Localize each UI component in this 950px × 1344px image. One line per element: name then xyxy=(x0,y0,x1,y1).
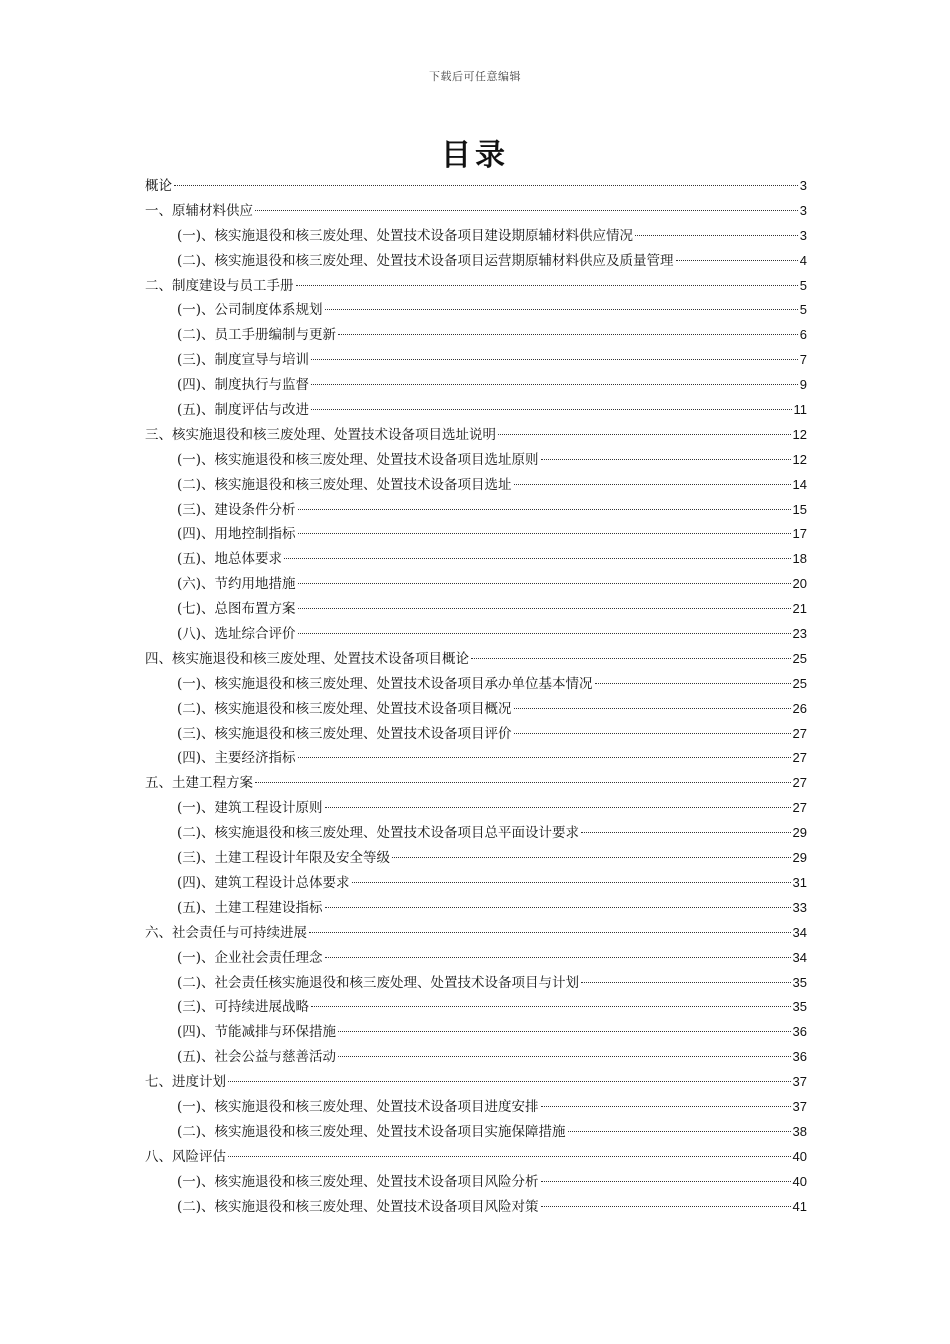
toc-entry-text: (二)、核实施退役和核三废处理、处置技术设备项目实施保障措施 xyxy=(177,1123,566,1140)
toc-entry-text: (四)、节能减排与环保措施 xyxy=(177,1024,337,1041)
toc-page-number: 18 xyxy=(792,551,807,567)
toc-page-number: 36 xyxy=(792,1049,807,1065)
toc-dot-leader xyxy=(581,982,790,983)
toc-page-number: 3 xyxy=(799,178,807,193)
toc-page-number: 17 xyxy=(792,526,807,542)
toc-entry-text: (四)、用地控制指标 xyxy=(177,526,296,543)
toc-entry-text: (四)、建筑工程设计总体要求 xyxy=(177,874,350,891)
toc-dot-leader xyxy=(298,509,791,510)
toc-page-number: 29 xyxy=(792,825,807,841)
toc-page-number: 27 xyxy=(792,800,807,816)
toc-entry[interactable] xyxy=(145,473,807,498)
toc-dot-leader xyxy=(338,1056,790,1057)
toc-entry[interactable] xyxy=(145,622,807,647)
toc-entry[interactable] xyxy=(145,871,807,896)
toc-entry-text: 八、风险评估 xyxy=(145,1148,226,1165)
toc-dot-leader xyxy=(309,932,791,933)
toc-entry[interactable] xyxy=(145,398,807,423)
toc-entry-text: (二)、社会责任核实施退役和核三废处理、处置技术设备项目与计划 xyxy=(177,974,580,991)
toc-dot-leader xyxy=(298,608,791,609)
toc-page-number: 7 xyxy=(799,352,807,368)
toc-page-number: 20 xyxy=(792,576,807,592)
toc-dot-leader xyxy=(284,558,790,559)
toc-entry-text: (二)、核实施退役和核三废处理、处置技术设备项目运营期原辅材料供应及质量管理 xyxy=(177,252,674,269)
toc-page-number: 27 xyxy=(792,775,807,791)
toc-entry-text: (二)、核实施退役和核三废处理、处置技术设备项目总平面设计要求 xyxy=(177,825,580,842)
toc-entry[interactable] xyxy=(145,995,807,1020)
toc-entry-text: 一、原辅材料供应 xyxy=(145,202,253,219)
toc-dot-leader xyxy=(311,384,798,385)
toc-dot-leader xyxy=(635,235,798,236)
toc-page-number: 33 xyxy=(792,899,807,915)
toc-entry[interactable] xyxy=(145,647,807,672)
toc-entry-text: (一)、建筑工程设计原则 xyxy=(177,800,323,817)
toc-entry-text: (八)、选址综合评价 xyxy=(177,626,296,643)
toc-dot-leader xyxy=(471,658,791,659)
toc-dot-leader xyxy=(325,807,791,808)
toc-dot-leader xyxy=(568,1131,791,1132)
toc-entry[interactable] xyxy=(145,921,807,946)
toc-entry[interactable] xyxy=(145,746,807,771)
toc-page-number: 5 xyxy=(799,302,807,318)
toc-dot-leader xyxy=(676,260,798,261)
toc-page-number: 25 xyxy=(792,675,807,691)
toc-entry[interactable] xyxy=(145,1195,807,1220)
toc-entry-text: (五)、社会公益与慈善活动 xyxy=(177,1049,337,1066)
toc-dot-leader xyxy=(298,633,791,634)
toc-entry[interactable] xyxy=(145,971,807,996)
toc-entry[interactable] xyxy=(145,672,807,697)
toc-entry[interactable] xyxy=(145,1170,807,1195)
toc-dot-leader xyxy=(325,907,791,908)
toc-entry-text: (五)、制度评估与改进 xyxy=(177,402,310,419)
toc-entry[interactable] xyxy=(145,522,807,547)
toc-dot-leader xyxy=(541,1206,791,1207)
toc-entry[interactable] xyxy=(145,199,807,224)
toc-entry-text: (一)、公司制度体系规划 xyxy=(177,302,323,319)
toc-entry[interactable] xyxy=(145,373,807,398)
toc-entry-text: (五)、土建工程建设指标 xyxy=(177,899,323,916)
toc-entry-text: 五、土建工程方案 xyxy=(145,775,253,792)
toc-entry-text: (二)、员工手册编制与更新 xyxy=(177,327,337,344)
toc-dot-leader xyxy=(541,1106,791,1107)
toc-entry-text: (二)、核实施退役和核三废处理、处置技术设备项目风险对策 xyxy=(177,1198,539,1215)
toc-page-number: 36 xyxy=(792,1024,807,1040)
toc-entry[interactable] xyxy=(145,1020,807,1045)
toc-page-number: 9 xyxy=(799,377,807,393)
toc-entry[interactable] xyxy=(145,174,807,199)
toc-dot-leader xyxy=(228,1081,791,1082)
toc-entry[interactable] xyxy=(145,597,807,622)
toc-entry[interactable] xyxy=(145,697,807,722)
toc-entry-text: (三)、可持续进展战略 xyxy=(177,999,310,1016)
toc-entry-text: (一)、核实施退役和核三废处理、处置技术设备项目选址原则 xyxy=(177,451,539,468)
toc-page-number: 12 xyxy=(792,451,807,467)
toc-entry[interactable] xyxy=(145,821,807,846)
toc-entry[interactable] xyxy=(145,448,807,473)
toc-page-number: 40 xyxy=(792,1173,807,1189)
toc-page-number: 25 xyxy=(792,650,807,666)
toc-entry[interactable] xyxy=(145,274,807,299)
toc-page-number: 14 xyxy=(792,476,807,492)
toc-entry-text: (二)、核实施退役和核三废处理、处置技术设备项目概况 xyxy=(177,700,512,717)
toc-dot-leader xyxy=(514,733,791,734)
toc-dot-leader xyxy=(298,583,791,584)
toc-dot-leader xyxy=(298,533,791,534)
toc-entry-text: (二)、核实施退役和核三废处理、处置技术设备项目选址 xyxy=(177,476,512,493)
toc-entry-text: (一)、核实施退役和核三废处理、处置技术设备项目承办单位基本情况 xyxy=(177,675,593,692)
toc-entry[interactable] xyxy=(145,298,807,323)
toc-dot-leader xyxy=(541,459,791,460)
toc-page-number: 6 xyxy=(799,327,807,343)
toc-dot-leader xyxy=(338,1031,790,1032)
toc-page-number: 21 xyxy=(792,601,807,617)
toc-page-number: 26 xyxy=(792,700,807,716)
toc-dot-leader xyxy=(581,832,790,833)
toc-entry-text: (六)、节约用地措施 xyxy=(177,576,296,593)
toc-entry-text: (三)、土建工程设计年限及安全等级 xyxy=(177,850,391,867)
toc-entry[interactable] xyxy=(145,1095,807,1120)
toc-entry-text: 七、进度计划 xyxy=(145,1074,226,1091)
toc-page-number: 27 xyxy=(792,750,807,766)
toc-entry[interactable] xyxy=(145,1045,807,1070)
toc-dot-leader xyxy=(228,1156,791,1157)
toc-entry-text: 三、核实施退役和核三废处理、处置技术设备项目选址说明 xyxy=(145,426,496,443)
header-note: 下载后可任意编辑 xyxy=(429,70,521,83)
toc-entry-text: (五)、地总体要求 xyxy=(177,551,283,568)
toc-entry-text: (四)、主要经济指标 xyxy=(177,750,296,767)
toc-entry-text: (一)、核实施退役和核三废处理、处置技术设备项目进度安排 xyxy=(177,1098,539,1115)
toc-entry-text: (一)、核实施退役和核三废处理、处置技术设备项目风险分析 xyxy=(177,1173,539,1190)
toc-entry[interactable] xyxy=(145,846,807,871)
toc-entry[interactable] xyxy=(145,1070,807,1095)
toc-dot-leader xyxy=(298,757,791,758)
toc-entry[interactable] xyxy=(145,1120,807,1145)
toc-entry-text: (一)、核实施退役和核三废处理、处置技术设备项目建设期原辅材料供应情况 xyxy=(177,227,634,244)
toc-dot-leader xyxy=(514,484,791,485)
toc-page-number: 37 xyxy=(792,1098,807,1114)
toc-entry[interactable] xyxy=(145,249,807,274)
toc-entry[interactable] xyxy=(145,323,807,348)
toc-dot-leader xyxy=(296,285,798,286)
toc-dot-leader xyxy=(541,1181,791,1182)
toc-page-number: 31 xyxy=(792,874,807,890)
toc-dot-leader xyxy=(325,309,798,310)
toc-entry[interactable] xyxy=(145,498,807,523)
toc-dot-leader xyxy=(498,434,791,435)
toc-page-number: 29 xyxy=(792,850,807,866)
toc-entry-text: 四、核实施退役和核三废处理、处置技术设备项目概论 xyxy=(145,650,469,667)
toc-page-number: 38 xyxy=(792,1123,807,1139)
toc-page-number: 35 xyxy=(792,999,807,1015)
toc-entry-text: (三)、制度宣导与培训 xyxy=(177,352,310,369)
toc-page-number: 4 xyxy=(799,252,807,268)
toc-dot-leader xyxy=(311,1006,790,1007)
toc-entry[interactable] xyxy=(145,722,807,747)
toc-entry-text: (四)、制度执行与监督 xyxy=(177,377,310,394)
toc-entry-text: (七)、总图布置方案 xyxy=(177,601,296,618)
toc-page-number: 27 xyxy=(792,725,807,741)
toc-entry-text: (一)、企业社会责任理念 xyxy=(177,949,323,966)
toc-dot-leader xyxy=(325,957,791,958)
toc-entry[interactable] xyxy=(145,224,807,249)
toc-page-number: 12 xyxy=(792,426,807,442)
toc-page-number: 5 xyxy=(799,277,807,293)
table-of-contents xyxy=(145,174,807,1219)
toc-page-number: 34 xyxy=(792,949,807,965)
toc-dot-leader xyxy=(311,409,791,410)
toc-entry-text: 概论 xyxy=(145,178,172,194)
toc-page-number: 37 xyxy=(792,1074,807,1090)
toc-dot-leader xyxy=(255,782,791,783)
toc-page-number: 40 xyxy=(792,1148,807,1164)
toc-dot-leader xyxy=(174,185,798,186)
toc-page-number: 23 xyxy=(792,626,807,642)
toc-page-number: 35 xyxy=(792,974,807,990)
toc-title: 目录 xyxy=(441,138,509,173)
toc-dot-leader xyxy=(255,210,798,211)
toc-entry[interactable] xyxy=(145,423,807,448)
toc-entry-text: (三)、核实施退役和核三废处理、处置技术设备项目评价 xyxy=(177,725,512,742)
toc-dot-leader xyxy=(311,359,798,360)
toc-page-number: 3 xyxy=(799,202,807,218)
toc-entry-text: 六、社会责任与可持续进展 xyxy=(145,924,307,941)
toc-entry-text: (三)、建设条件分析 xyxy=(177,501,296,518)
toc-entry[interactable] xyxy=(145,348,807,373)
toc-dot-leader xyxy=(338,334,798,335)
toc-page-number: 34 xyxy=(792,924,807,940)
toc-page-number: 3 xyxy=(799,227,807,243)
toc-page-number: 11 xyxy=(793,402,807,418)
toc-dot-leader xyxy=(392,857,790,858)
toc-entry[interactable] xyxy=(145,896,807,921)
toc-entry[interactable] xyxy=(145,946,807,971)
toc-dot-leader xyxy=(514,708,791,709)
toc-entry[interactable] xyxy=(145,771,807,796)
toc-page-number: 15 xyxy=(792,501,807,517)
toc-entry[interactable] xyxy=(145,1145,807,1170)
toc-entry[interactable] xyxy=(145,572,807,597)
toc-dot-leader xyxy=(595,683,791,684)
toc-dot-leader xyxy=(352,882,791,883)
toc-page-number: 41 xyxy=(792,1198,807,1214)
toc-entry-text: 二、制度建设与员工手册 xyxy=(145,277,294,294)
toc-entry[interactable] xyxy=(145,547,807,572)
toc-entry[interactable] xyxy=(145,796,807,821)
